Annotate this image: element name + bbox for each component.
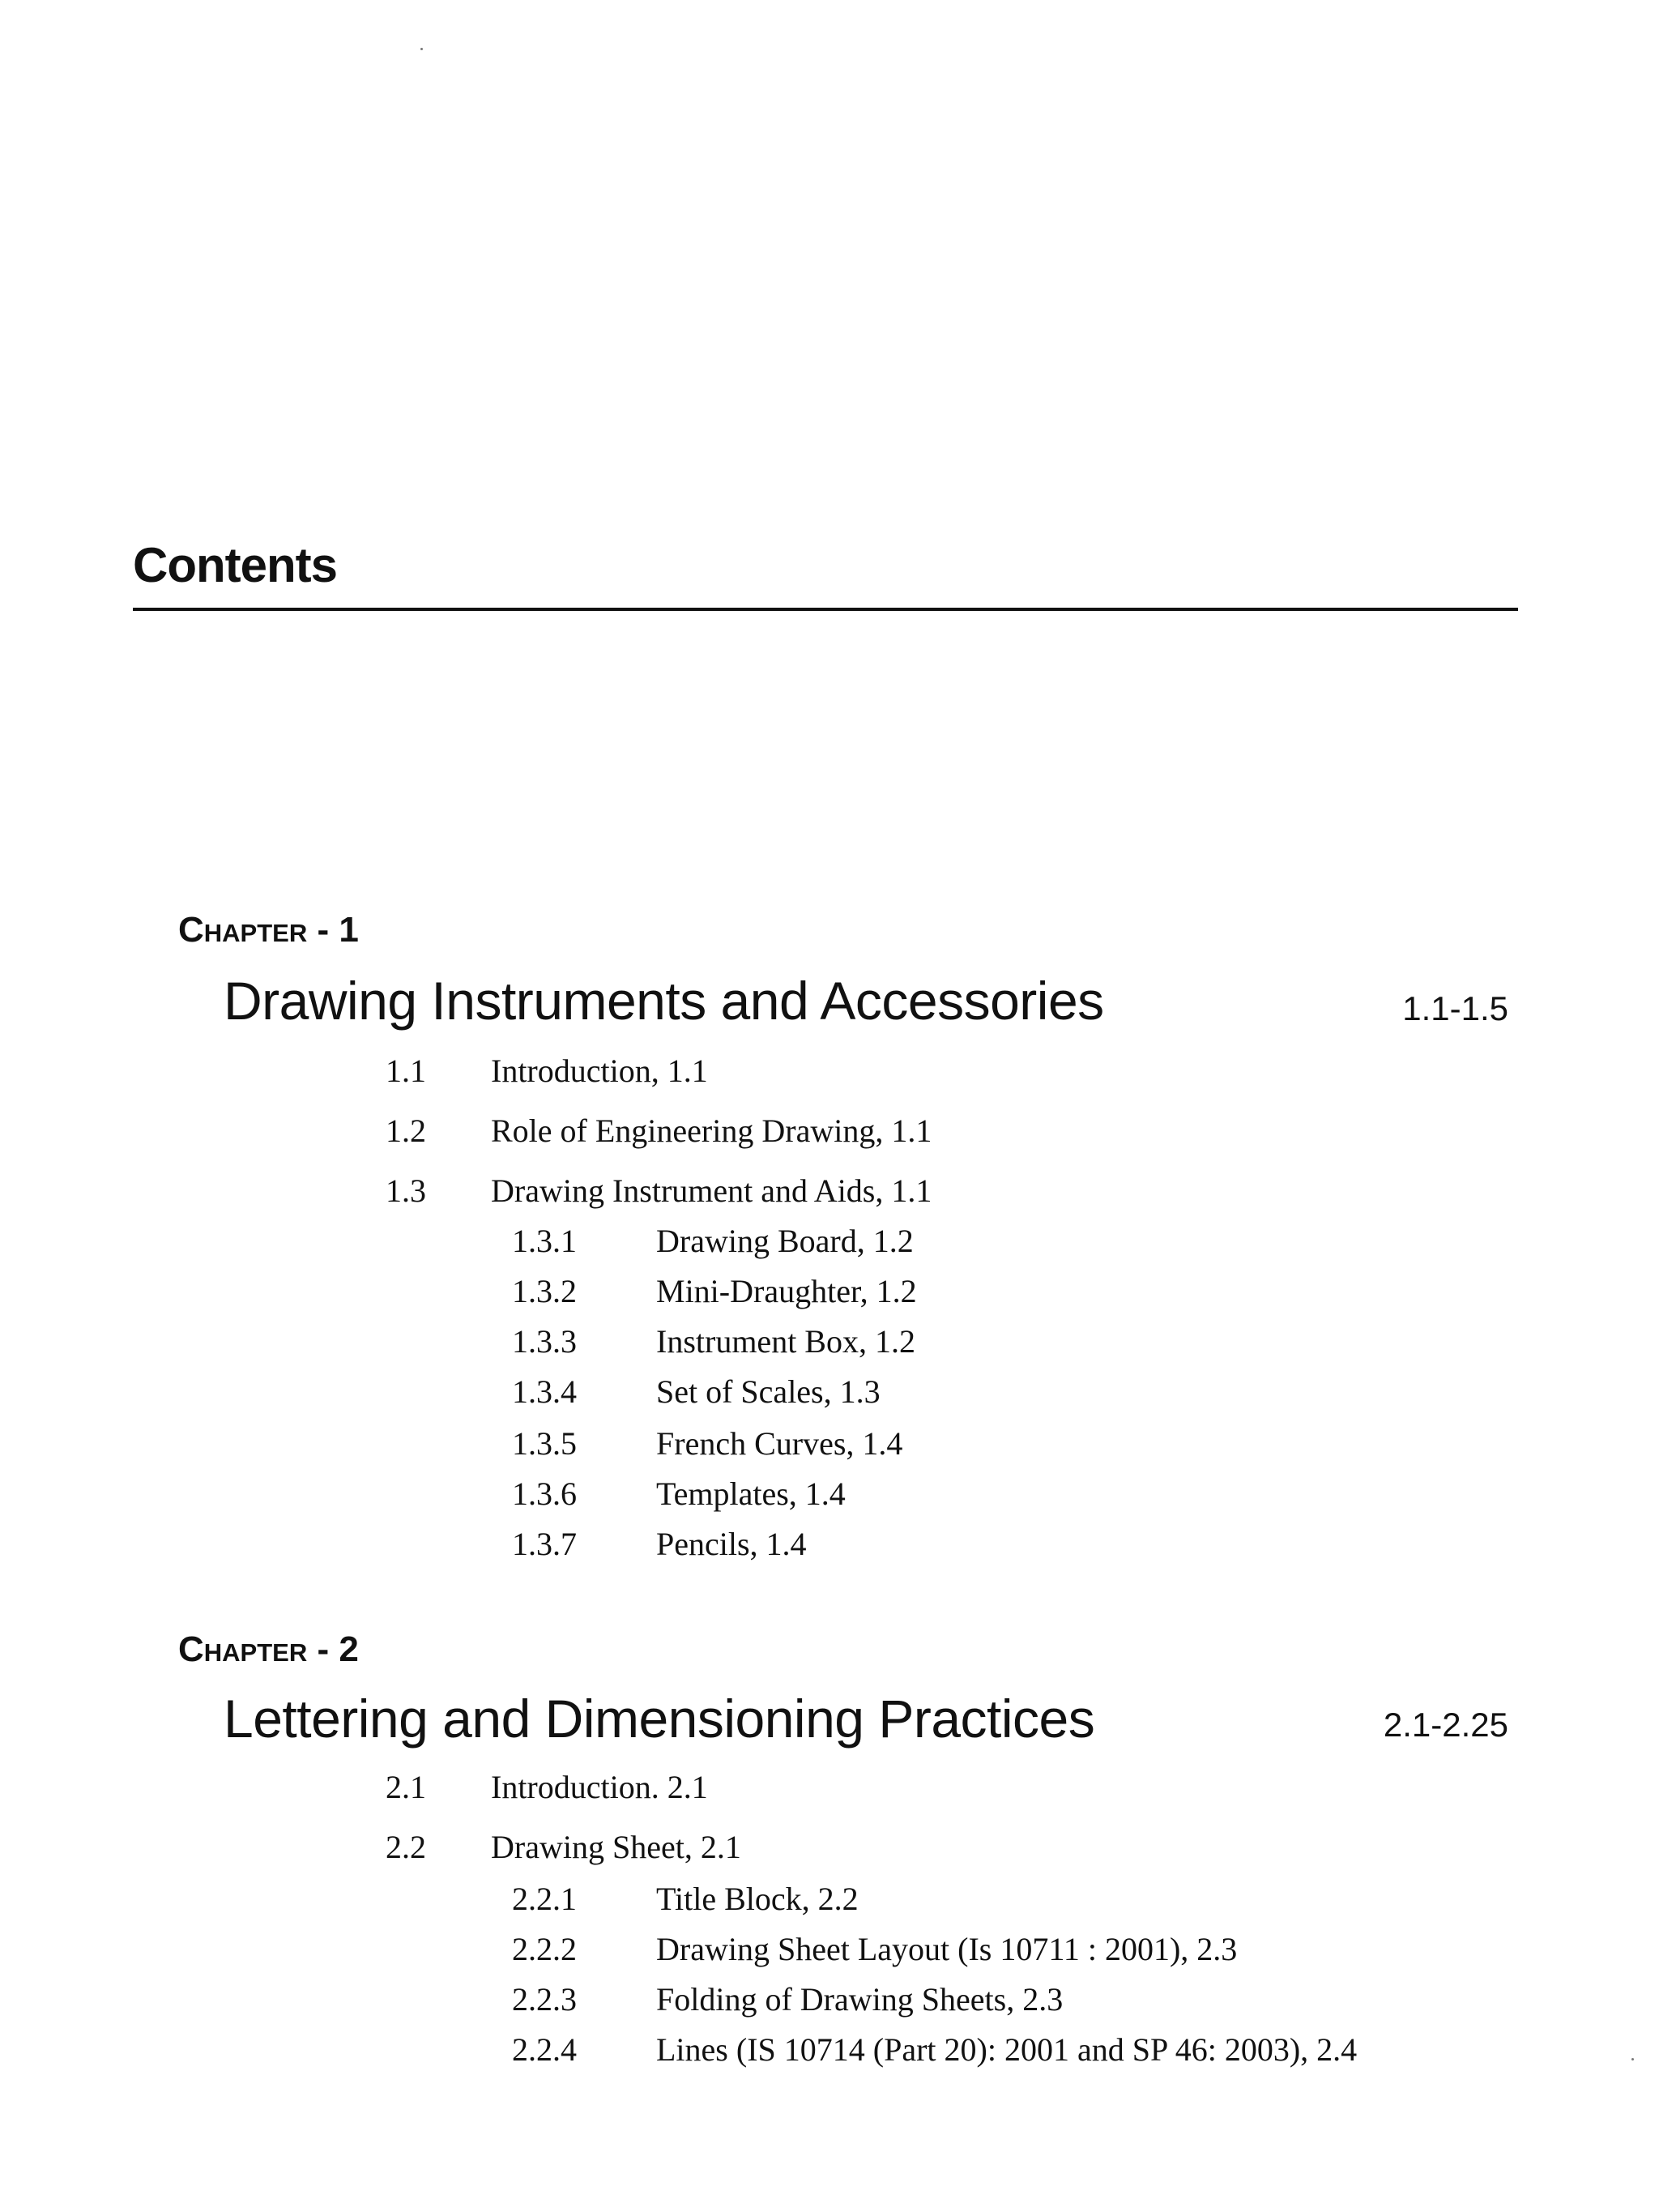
chapter-page-range: 2.1-2.25 xyxy=(1383,1706,1508,1744)
subsection-number: 1.3.6 xyxy=(512,1475,577,1512)
section-title: Role of Engineering Drawing, 1.1 xyxy=(491,1112,932,1149)
chapter-label-word: Chapter xyxy=(178,910,308,950)
subsection-title: Pencils, 1.4 xyxy=(656,1526,807,1562)
subsection-title: Title Block, 2.2 xyxy=(656,1881,859,1917)
subsection-title: Templates, 1.4 xyxy=(656,1475,846,1512)
subsection-number: 1.3.5 xyxy=(512,1425,577,1462)
chapter-page-range: 1.1-1.5 xyxy=(1402,989,1508,1027)
subsection-number: 2.2.1 xyxy=(512,1881,577,1917)
subsection-title: Set of Scales, 1.3 xyxy=(656,1373,881,1410)
chapter-label-number: 1 xyxy=(339,910,359,950)
section-title: Introduction, 1.1 xyxy=(491,1053,708,1089)
page-title: Contents xyxy=(133,538,337,592)
chapter-label-word: Chapter xyxy=(178,1629,308,1669)
subsection-number: 2.2.2 xyxy=(512,1931,577,1967)
subsection-number: 1.3.2 xyxy=(512,1273,577,1309)
subsection-title: French Curves, 1.4 xyxy=(656,1425,903,1462)
subsection-number: 2.2.4 xyxy=(512,2031,577,2068)
subsection-title: Drawing Board, 1.2 xyxy=(656,1223,914,1259)
section-number: 1.3 xyxy=(386,1172,426,1209)
section-title: Drawing Sheet, 2.1 xyxy=(491,1829,741,1865)
chapter-label-number: 2 xyxy=(339,1629,359,1669)
subsection-title: Folding of Drawing Sheets, 2.3 xyxy=(656,1981,1064,2018)
section-number: 1.2 xyxy=(386,1112,426,1149)
subsection-number: 1.3.3 xyxy=(512,1323,577,1360)
section-number: 2.1 xyxy=(386,1769,426,1805)
subsection-title: Instrument Box, 1.2 xyxy=(656,1323,915,1360)
subsection-number: 2.2.3 xyxy=(512,1981,577,2018)
subsection-number: 1.3.1 xyxy=(512,1223,577,1259)
chapter-label xyxy=(178,1629,359,1669)
scan-speck xyxy=(1631,2058,1634,2060)
section-number: 1.1 xyxy=(386,1053,426,1089)
chapter-label xyxy=(178,912,359,948)
scan-speck xyxy=(420,48,423,50)
section-number: 2.2 xyxy=(386,1829,426,1865)
section-title: Drawing Instrument and Aids, 1.1 xyxy=(491,1172,932,1209)
subsection-title: Mini-Draughter, 1.2 xyxy=(656,1273,917,1309)
subsection-number: 1.3.7 xyxy=(512,1526,577,1562)
chapter-label-sep: - xyxy=(307,910,339,950)
chapter-title[interactable]: Drawing Instruments and Accessories xyxy=(224,971,1104,1031)
subsection-number: 1.3.4 xyxy=(512,1373,577,1410)
subsection-title: Drawing Sheet Layout (Is 10711 : 2001), 2.3 xyxy=(656,1931,1238,1967)
chapter-title[interactable]: Lettering and Dimensioning Practices xyxy=(224,1689,1095,1749)
chapter-label-sep: - xyxy=(307,1629,339,1669)
section-title: Introduction. 2.1 xyxy=(491,1769,708,1805)
subsection-title: Lines (IS 10714 (Part 20): 2001 and SP 46: 2003), 2.4 xyxy=(656,2031,1358,2068)
title-rule xyxy=(133,608,1518,611)
